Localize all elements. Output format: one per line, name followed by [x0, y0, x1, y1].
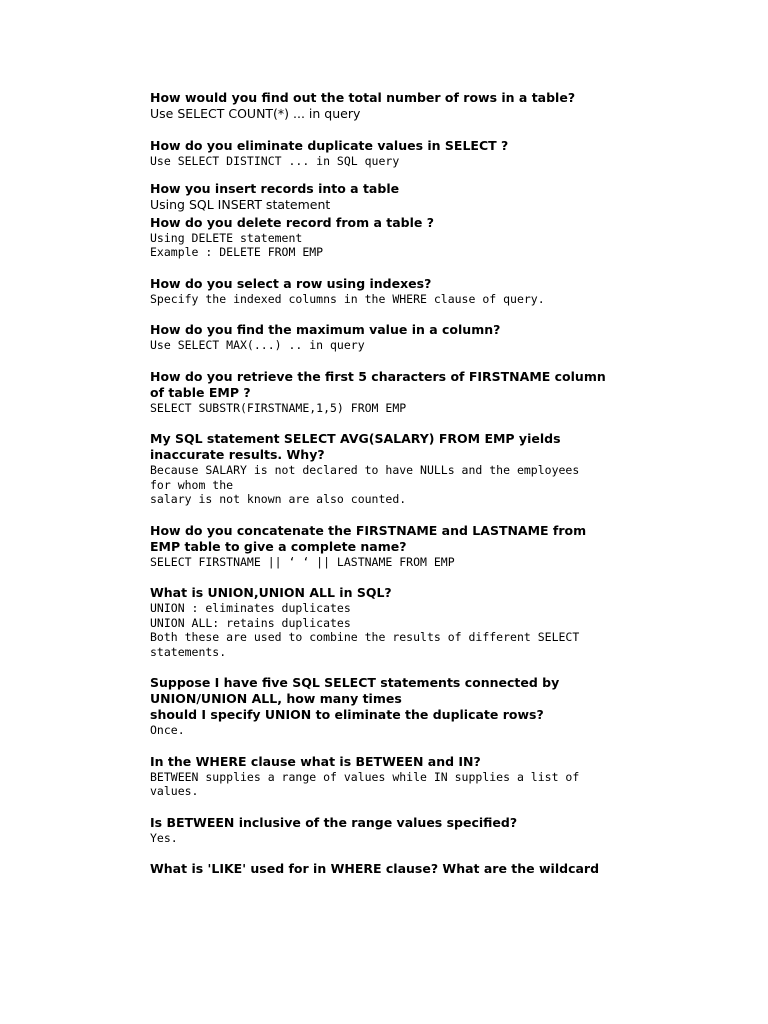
question-line: How would you find out the total number of rows in a table?: [150, 90, 576, 105]
answer-line: salary is not known are also counted.: [150, 492, 407, 506]
qa-item: [150, 90, 630, 122]
question-line: How do you concatenate the FIRSTNAME and LASTNAME from: [150, 522, 587, 538]
qa-item: [150, 815, 630, 846]
question-heading: [150, 675, 630, 723]
question-line: How do you find the maximum value in a column?: [150, 322, 501, 337]
qa-item: [150, 322, 630, 353]
qa-item: [150, 585, 630, 659]
question-line: What is 'LIKE' used for in WHERE clause? What are the wildcard: [150, 861, 600, 876]
question-line: Suppose I have five SQL SELECT statements connected by: [150, 675, 560, 690]
answer-text: [150, 197, 630, 213]
document-page: [150, 90, 630, 893]
question-heading: [150, 369, 630, 401]
answer-line: BETWEEN supplies a range of values while IN supplies a list of: [150, 769, 580, 784]
answer-line: Both these are used to combine the results of different SELECT: [150, 630, 580, 644]
question-line: How do you retrieve the first 5 characters of FIRSTNAME column: [150, 368, 606, 384]
answer-line: Using DELETE statement: [150, 230, 303, 245]
question-heading: [150, 276, 630, 292]
qa-item: [150, 431, 630, 507]
answer-line: values.: [150, 784, 199, 798]
answer-text: [150, 463, 630, 507]
answer-line: SELECT SUBSTR(FIRSTNAME,1,5) FROM EMP: [150, 400, 407, 415]
answer-text: [150, 154, 630, 169]
qa-item: [150, 215, 630, 260]
answer-line: for whom the: [150, 477, 234, 492]
answer-line: UNION : eliminates duplicates: [150, 601, 351, 615]
qa-item: [150, 138, 630, 169]
question-line: How you insert records into a table: [150, 180, 400, 196]
answer-text: [150, 555, 630, 570]
question-heading: [150, 322, 630, 338]
answer-text: [150, 292, 630, 307]
answer-line: Example : DELETE FROM EMP: [150, 245, 324, 259]
question-line: My SQL statement SELECT AVG(SALARY) FROM EMP yields: [150, 431, 561, 446]
question-line: How do you delete record from a table ?: [150, 214, 434, 230]
answer-line: Using SQL INSERT statement: [150, 196, 331, 212]
answer-line: Specify the indexed columns in the WHERE clause of query.: [150, 291, 545, 306]
answer-text: [150, 770, 630, 799]
question-heading: [150, 181, 630, 197]
answer-text: [150, 231, 630, 260]
answer-line: UNION ALL: retains duplicates: [150, 615, 351, 630]
answer-line: Once.: [150, 723, 185, 737]
question-heading: [150, 523, 630, 555]
question-line: What is UNION,UNION ALL in SQL?: [150, 585, 392, 600]
question-heading: [150, 585, 630, 601]
answer-text: [150, 106, 630, 122]
question-line: In the WHERE clause what is BETWEEN and IN?: [150, 753, 481, 769]
qa-item: [150, 861, 630, 877]
qa-item: [150, 276, 630, 307]
question-heading: [150, 431, 630, 463]
question-heading: [150, 754, 630, 770]
question-line: How do you select a row using indexes?: [150, 275, 432, 291]
qa-item: [150, 523, 630, 570]
question-heading: [150, 138, 630, 154]
question-line: inaccurate results. Why?: [150, 447, 325, 462]
qa-item: [150, 181, 630, 213]
answer-line: Because SALARY is not declared to have NULLs and the employees: [150, 463, 580, 477]
answer-line: Use SELECT DISTINCT ... in SQL query: [150, 154, 400, 168]
question-heading: [150, 815, 630, 831]
answer-text: [150, 401, 630, 416]
question-heading: [150, 861, 630, 877]
question-heading: [150, 90, 630, 106]
answer-line: Yes.: [150, 830, 178, 845]
answer-text: [150, 601, 630, 659]
qa-item: [150, 675, 630, 738]
answer-line: statements.: [150, 644, 227, 659]
question-line: UNION/UNION ALL, how many times: [150, 691, 402, 706]
answer-line: Use SELECT COUNT(*) ... in query: [150, 106, 361, 121]
question-heading: [150, 215, 630, 231]
answer-text: [150, 831, 630, 846]
answer-text: [150, 338, 630, 353]
question-line: of table EMP ?: [150, 384, 251, 400]
answer-line: Use SELECT MAX(...) .. in query: [150, 338, 365, 352]
answer-line: SELECT FIRSTNAME || ‘ ‘ || LASTNAME FROM EMP: [150, 554, 455, 569]
qa-item: [150, 369, 630, 416]
question-line: Is BETWEEN inclusive of the range values specified?: [150, 814, 518, 830]
question-line: EMP table to give a complete name?: [150, 538, 407, 554]
question-line: How do you eliminate duplicate values in SELECT ?: [150, 138, 509, 153]
qa-item: [150, 754, 630, 799]
answer-text: [150, 723, 630, 738]
question-line: should I specify UNION to eliminate the duplicate rows?: [150, 707, 544, 722]
